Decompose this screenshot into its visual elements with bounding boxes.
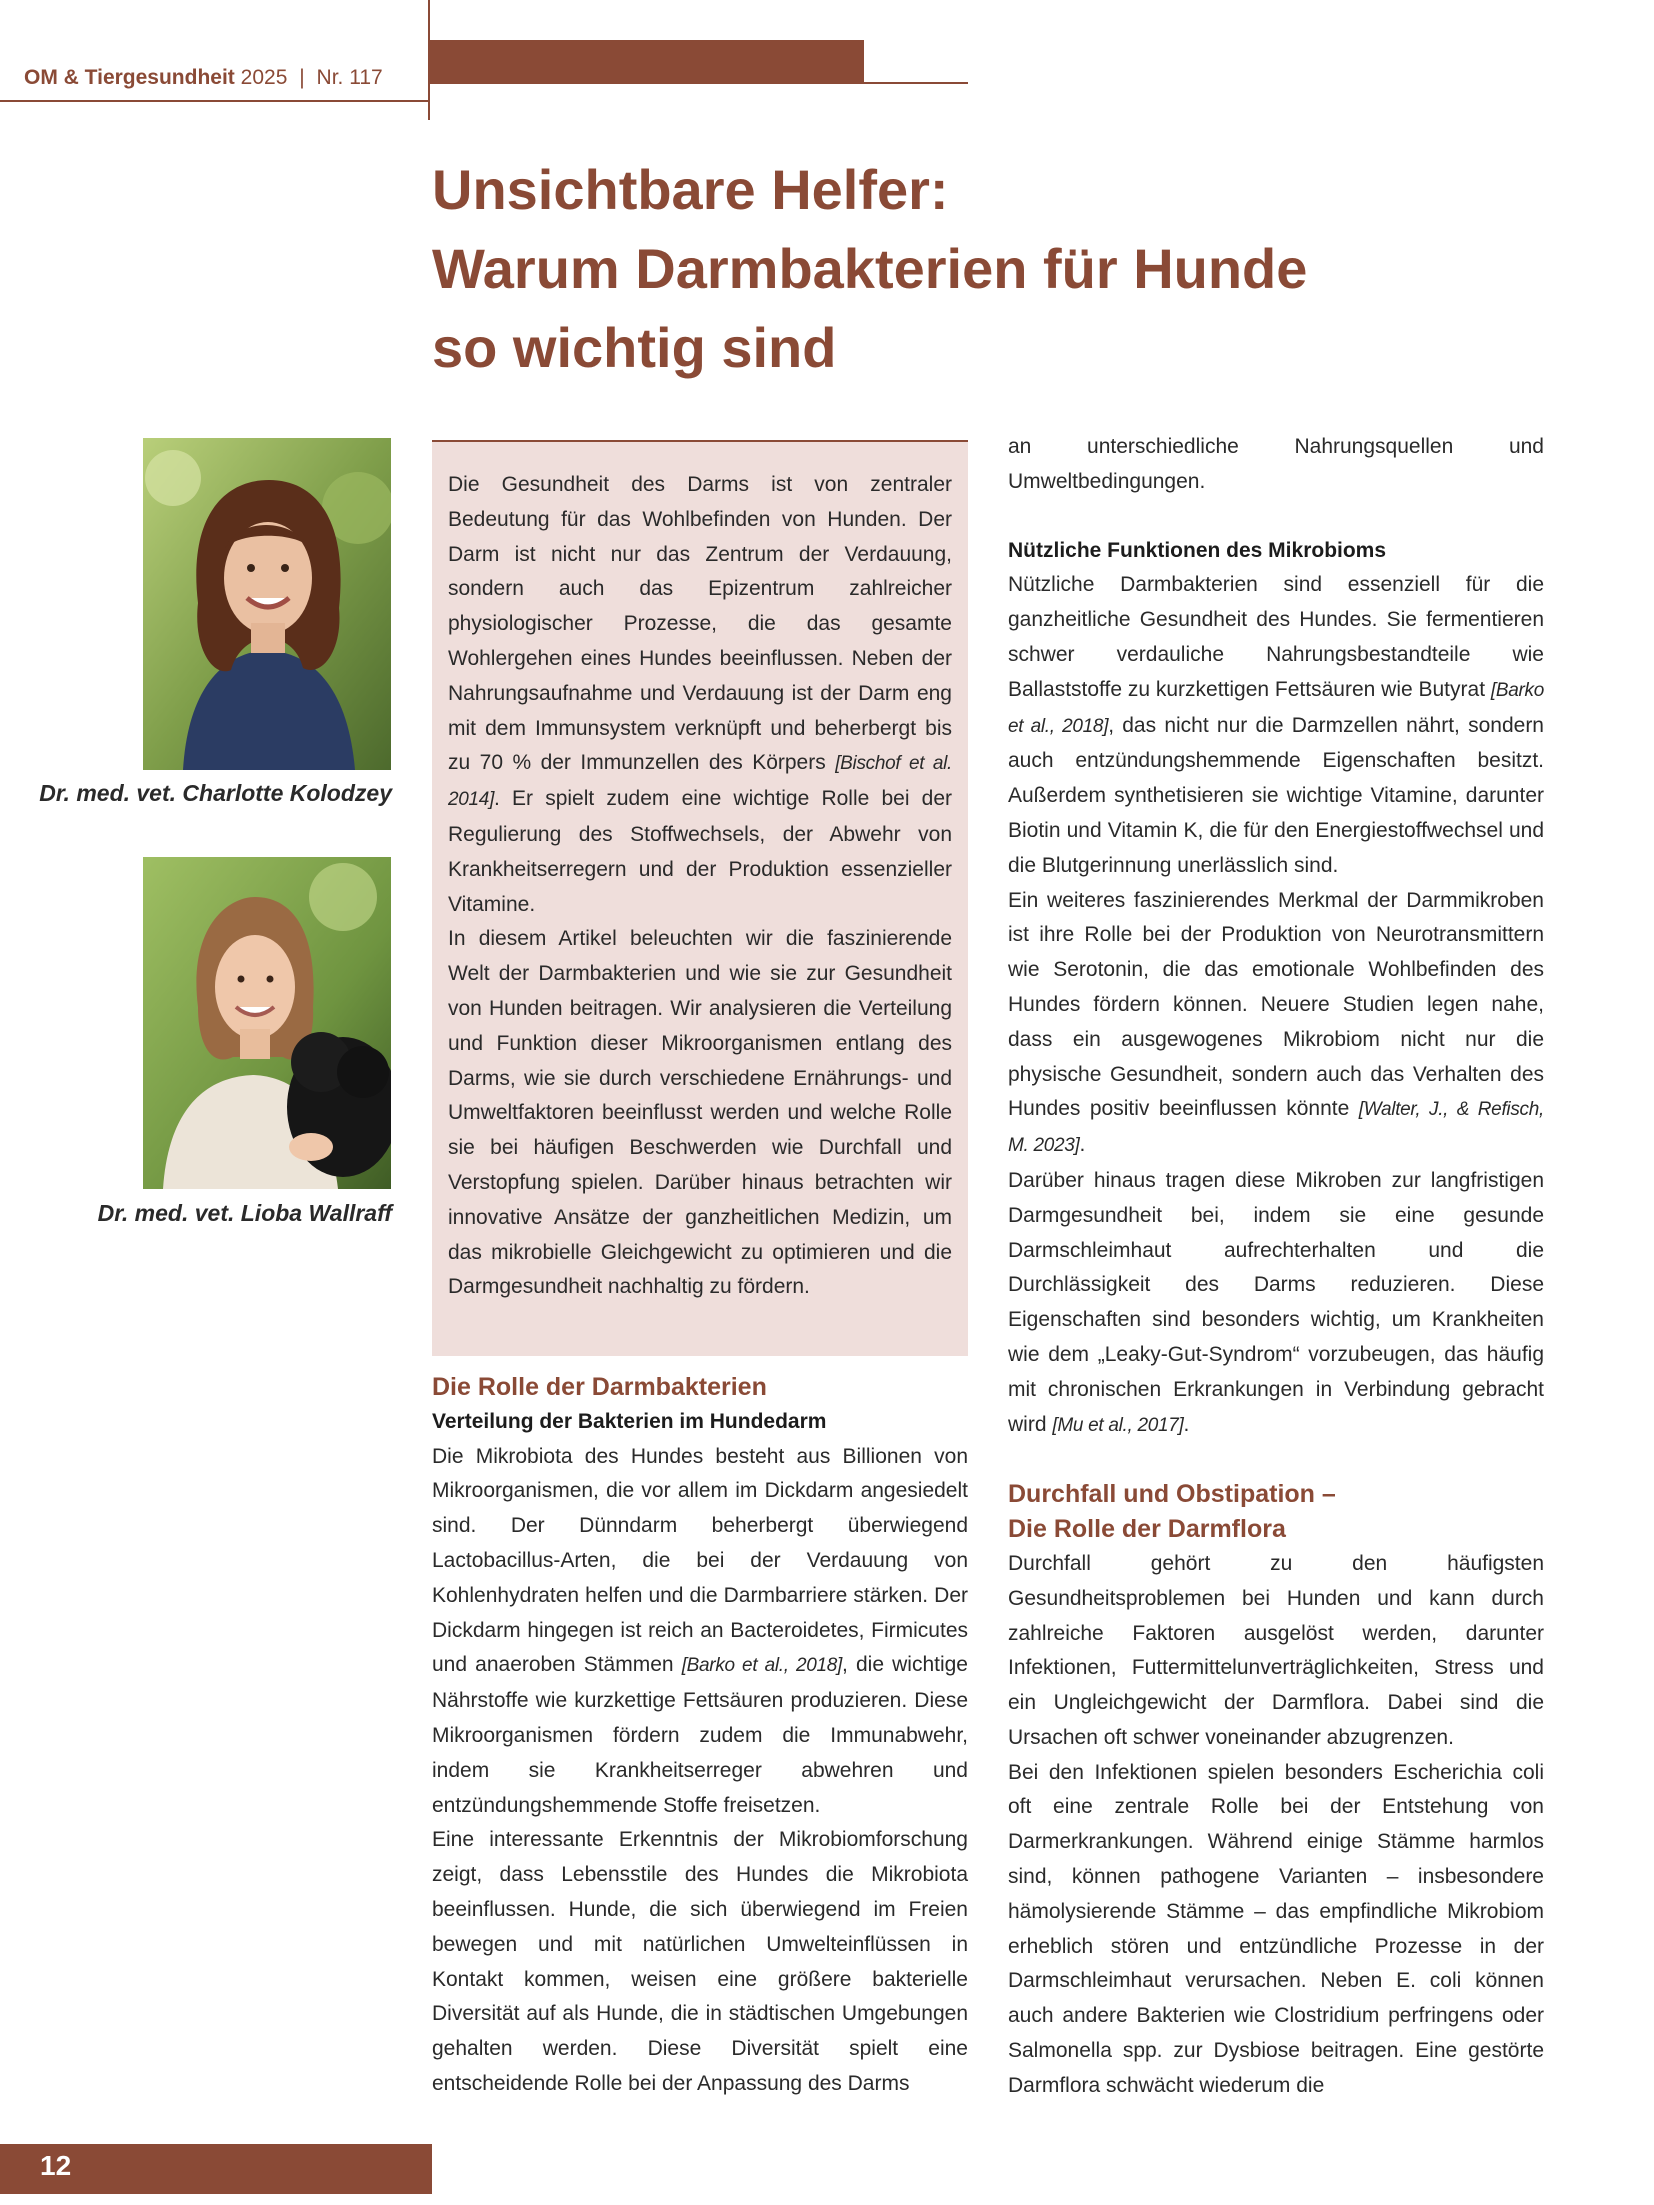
body-column-right <box>1008 430 1544 2104</box>
journal-header <box>24 66 383 90</box>
header-accent-line <box>864 82 968 84</box>
citation: [Mu et al., 2017] <box>1052 1414 1184 1436</box>
body-column-middle <box>432 1370 968 2102</box>
body-text: Nützliche Darmbakterien sind essenziell für die ganzheitliche Gesundheit des Hundes. Sie fermentieren schwer verdauliche Nahrungsbestandteile wie Ballaststoffe zu kurzkettigen Fettsäuren wie Butyrat <box>1008 573 1544 701</box>
header-accent-bar <box>430 40 864 84</box>
author-photo-kolodzey <box>143 438 391 770</box>
section-heading-durchfall <box>1008 1477 1544 1547</box>
header-separator: | <box>299 66 305 89</box>
subheading-verteilung: Verteilung der Bakterien im Hundedarm <box>432 1409 827 1433</box>
author-name-1: Dr. med. vet. Charlotte Kolodzey <box>39 780 392 806</box>
intro-text: . Er spielt zudem eine wichtige Rolle bei der Regulierung des Stoffwechsels, der Abwehr von Krankheitserregern und der Produktion essenzieller Vitamine. <box>448 787 952 916</box>
body-text: , die wichtige Nährstoffe wie kurzkettige Fettsäuren produzieren. Diese Mikroorganismen fördern zudem die Immunabwehr, indem sie Krankheitserreger abwehren und entzündungshemmende Stoffe freisetzen. <box>432 1653 968 1817</box>
title-line-3: so wichtig sind <box>432 316 837 379</box>
section-heading-line-1: Durchfall und Obstipation – <box>1008 1480 1336 1509</box>
section-heading-line-2: Die Rolle der Darmflora <box>1008 1515 1286 1544</box>
body-paragraph: Durchfall gehört zu den häufigsten Gesundheitsproblemen bei Hunden und kann durch zahlreiche Faktoren ausgelöst werden, darunter Infektionen, Futtermittelunverträglichkeiten, Stress und ein Ungleichgewicht der Darmflora. Dabei sind die Ursachen oft schwer voneinander abzugrenzen. <box>1008 1551 1544 1749</box>
page-number: 12 <box>40 2150 72 2181</box>
body-paragraph <box>432 1440 968 1824</box>
body-paragraph <box>1008 1164 1544 1443</box>
citation: [Barko et al., 2018] <box>681 1655 843 1677</box>
title-line-1: Unsichtbare Helfer: <box>432 158 949 221</box>
subheading-funktionen: Nützliche Funktionen des Mikrobioms <box>1008 538 1387 562</box>
author-photo-wallraff <box>143 857 391 1189</box>
body-text: Die Mikrobiota des Hundes besteht aus Billionen von Mikroorganismen, die vor allem im Dickdarm angesiedelt sind. Der Dünndarm beherbergt überwiegend Lactobacillus-Arten, die bei der Verdauung von Kohlenhydraten helfen und die Darmbarriere stärken. Der Dickdarm hingegen ist reich an Bacteroidetes, Firmicutes und anaeroben Stämmen <box>432 1444 968 1677</box>
body-paragraph: Bei den Infektionen spielen besonders Escherichia coli oft eine zentrale Rolle bei der Entstehung von Darmerkrankungen. Während einige Stämme harmlos sind, können pathogene Varianten – insbesondere hämolysierende Stämme – das empfindliche Mikrobiom erheblich stören und entzündliche Prozesse in der Darmschleimhaut verursachen. Neben E. coli können auch andere Bakterien wie Clostridium perfringens oder Salmonella spp. zur Dysbiose beitragen. Eine gestörte Darmflora schwächt wiederum die <box>1008 1760 1544 2097</box>
body-paragraph: Eine interessante Erkenntnis der Mikrobiomforschung zeigt, dass Lebensstile des Hundes die Mikrobiota beeinflussen. Hunde, die sich überwiegend im Freien bewegen und mit natürlichen Umwelteinflüssen in Kontakt kommen, weisen eine größere bakterielle Diversität auf als Hunde, die in städtischen Umgebungen gehalten werden. Diese Diversität spielt eine entscheidende Rolle bei der Anpassung des Darms <box>432 1828 968 2095</box>
citation: [Bischof et al. 2014] <box>448 753 953 811</box>
citation: [Walter, J., & Refisch, M. 2023] <box>1008 1099 1544 1157</box>
intro-paragraph-1 <box>448 468 952 922</box>
title-line-2: Warum Darmbakterien für Hunde <box>432 237 1308 300</box>
intro-box <box>432 440 968 1356</box>
author-name-2: Dr. med. vet. Lioba Wallraff <box>97 1200 392 1226</box>
citation: [Barko et al., 2018] <box>1008 679 1544 737</box>
body-text: . <box>1079 1133 1086 1157</box>
body-text: . <box>1183 1412 1190 1436</box>
journal-name: OM & Tiergesundheit <box>24 66 235 89</box>
journal-year: 2025 <box>240 66 288 89</box>
intro-paragraph-2: In diesem Artikel beleuchten wir die faszinierende Welt der Darmbakterien und wie sie zur Gesundheit von Hunden beitragen. Wir analysieren die Verteilung und Funktion dieser Mikroorganismen entlang des Darms, wie sie durch verschiedene Ernährungs- und Umweltfaktoren beeinflusst werden und welche Rolle sie bei häufigen Beschwerden wie Durchfall und Verstopfung spielen. Darüber hinaus betrachten wir innovative Ansätze der ganzheitlichen Medizin, um das mikrobielle Gleichgewicht zu optimieren und die Darmgesundheit nachhaltig zu fördern. <box>448 927 952 1299</box>
journal-issue: Nr. 117 <box>316 66 383 89</box>
body-paragraph <box>1008 884 1544 1164</box>
body-paragraph <box>1008 568 1544 883</box>
intro-text: Die Gesundheit des Darms ist von zentraler Bedeutung für das Wohlbefinden von Hunden. Der Darm ist nicht nur das Zentrum der Verdauung, sondern auch das Epizentrum zahlreicher physiologischer Prozesse, die das gesamte Wohlergehen eines Hundes beeinflussen. Neben der Nahrungsaufnahme und Verdauung ist der Darm eng mit dem Immunsystem verknüpft und beherbergt bis zu 70 % der Immunzellen des Körpers <box>448 473 952 775</box>
article-title <box>432 150 1432 387</box>
body-paragraph-continued: an unterschiedliche Nahrungsquellen und Umweltbedingungen. <box>1008 435 1544 493</box>
body-text: , das nicht nur die Darmzellen nährt, sondern auch entzündungshemmende Eigenschaften besitzt. Außerdem synthetisieren sie wichtige Vitamine, darunter Biotin und Vitamin K, die für den Energiestoffwechsel und die Blutgerinnung unerlässlich sind. <box>1008 713 1544 877</box>
body-text: Darüber hinaus tragen diese Mikroben zur langfristigen Darmgesundheit bei, indem sie eine gesunde Darmschleimhaut aufrechterhalten und die Durchlässigkeit des Darms reduzieren. Diese Eigenschaften sind besonders wichtig, um Krankheiten wie dem „Leaky-Gut-Syndrom“ vorzubeugen, das häufig mit chronischen Erkrankungen in Verbindung gebracht wird <box>1008 1168 1544 1436</box>
body-text: Ein weiteres faszinierendes Merkmal der Darmmikroben ist ihre Rolle bei der Produktion von Neurotransmittern wie Serotonin, die das emotionale Wohlbefinden des Hundes fördern können. Neuere Studien legen nahe, dass ein ausgewogenes Mikrobiom nicht nur die physische Gesundheit, sondern auch das Verhalten des Hundes positiv beeinflussen könnte <box>1008 888 1544 1121</box>
header-rule <box>0 100 428 102</box>
section-heading-darmbakterien: Die Rolle der Darmbakterien <box>432 1373 767 1401</box>
